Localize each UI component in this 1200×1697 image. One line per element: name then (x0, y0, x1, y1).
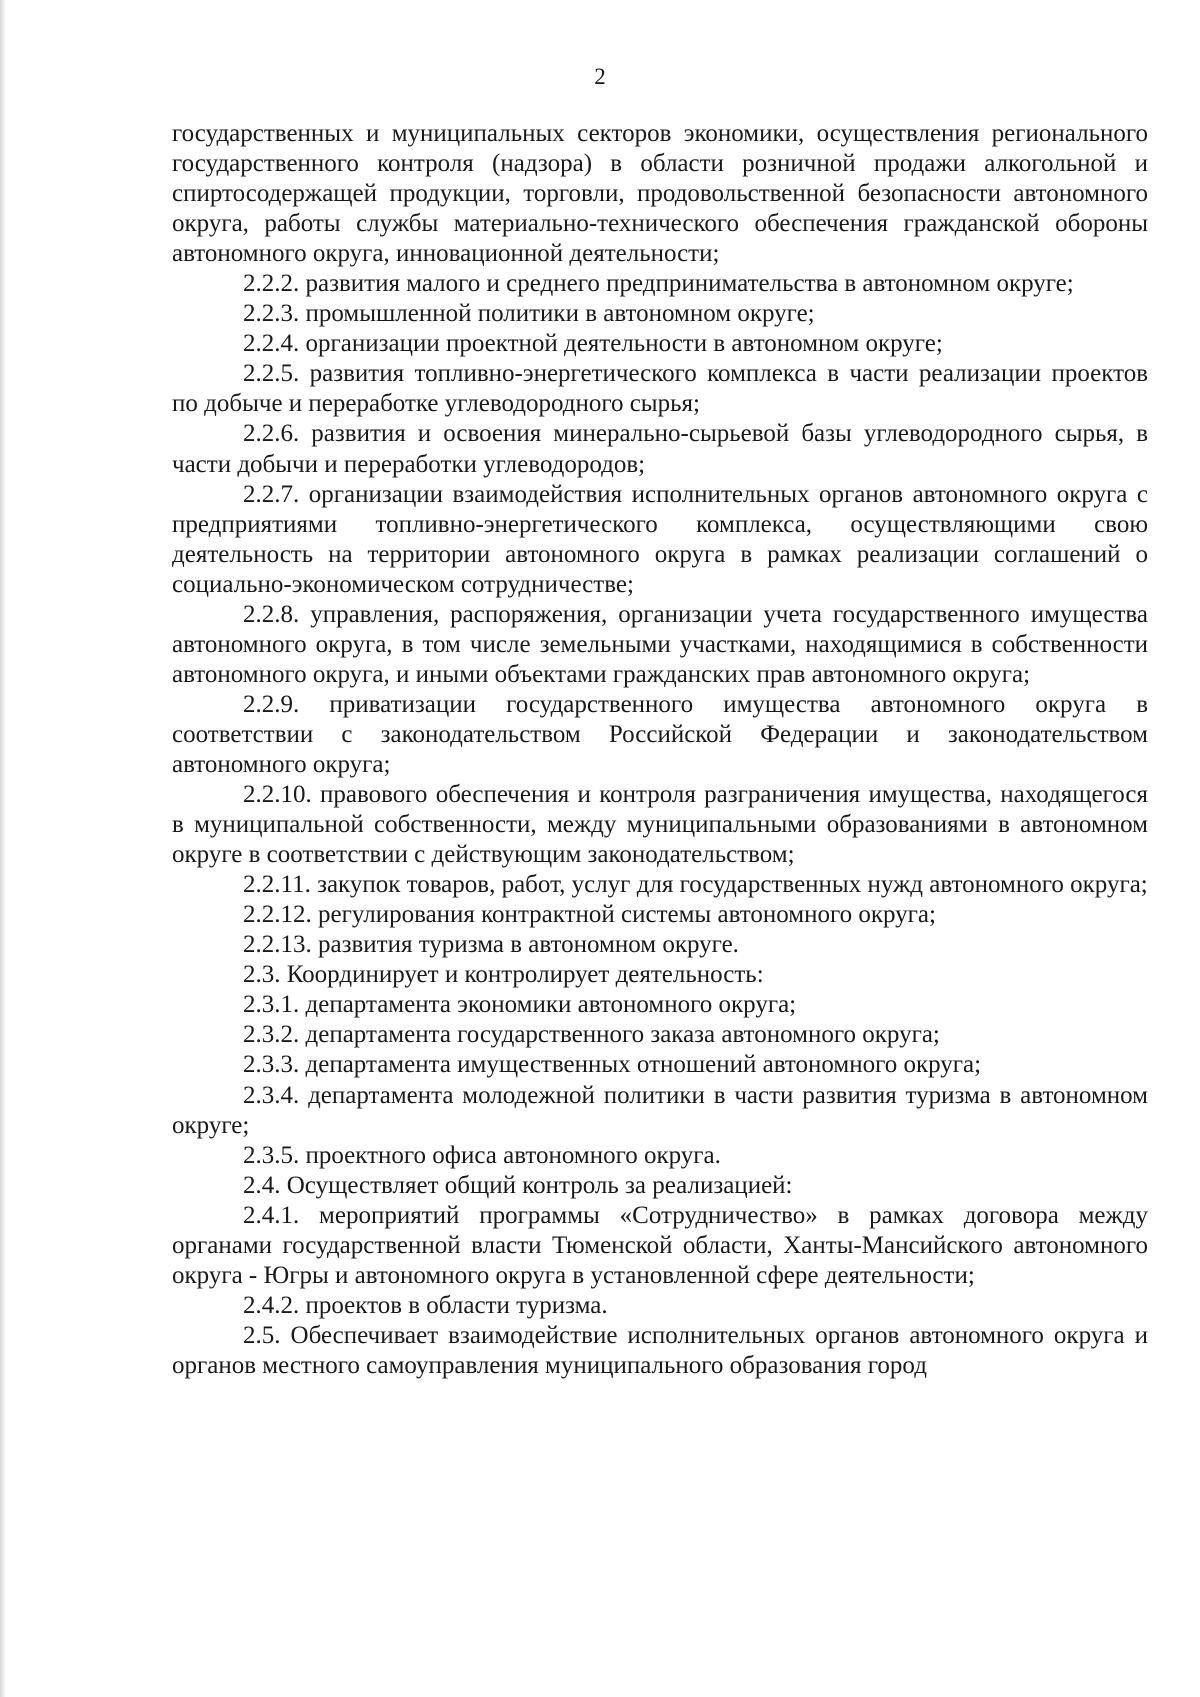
paragraph: 2.2.12. регулирования контрактной системы автономного округа; (243, 901, 936, 929)
paragraph: 2.2.8. управления, распоряжения, организации учета государственного имущества автономного округа, в том числе земельными участками, находящимися в собственности автономного округа, и иными объектами гражданских прав автономного округа; (172, 600, 1148, 688)
paragraph: 2.4.1. мероприятий программы «Сотрудничество» в рамках договора между органами государственной власти Тюменской области, Ханты-Мансийского автономного округа - Югры и автономного округа в установленной сфере деятельности; (172, 1201, 1148, 1289)
paragraph: государственных и муниципальных секторов экономики, осуществления регионального государственного контроля (надзора) в области розничной продажи алкогольной и спиртосодержащей продукции, торговли, продовольственной безопасности автономного округа, работы службы материально-технического обеспечения гражданской обороны автономного округа, инновационной деятельности; (172, 120, 1148, 268)
paragraph: 2.2.11. закупок товаров, работ, услуг для государственных нужд автономного округа; (243, 871, 1148, 899)
paragraph: 2.2.10. правового обеспечения и контроля разграничения имущества, находящегося в муниципальной собственности, между муниципальными образованиями в автономном округе в соответствии с действующим законодательством; (172, 781, 1148, 869)
paragraph: 2.3.1. департамента экономики автономного округа; (243, 991, 797, 1019)
paragraph: 2.4.2. проектов в области туризма. (243, 1291, 608, 1319)
paragraph: 2.5. Обеспечивает взаимодействие исполнительных органов автономного округа и органов местного самоуправления муниципального образования город (172, 1321, 1148, 1379)
paragraph: 2.2.13. развития туризма в автономном округе. (243, 931, 739, 959)
paragraph: 2.2.2. развития малого и среднего предпринимательства в автономном округе; (243, 270, 1074, 298)
page-number: 2 (594, 64, 606, 89)
paragraph: 2.3. Координирует и контролирует деятельность: (243, 961, 764, 989)
paragraph: 2.2.7. организации взаимодействия исполнительных органов автономного округа с предприятиями топливно-энергетического комплекса, осуществляющими свою деятельность на территории автономного округа в рамках реализации соглашений о социально-экономическом сотрудничестве; (172, 480, 1148, 598)
paragraph: 2.2.5. развития топливно-энергетического комплекса в части реализации проектов по добыче и переработке углеводородного сырья; (172, 360, 1148, 418)
paragraph: 2.2.6. развития и освоения минерально-сырьевой базы углеводородного сырья, в части добычи и переработки углеводородов; (172, 420, 1148, 478)
paragraph: 2.3.2. департамента государственного заказа автономного округа; (243, 1021, 940, 1049)
paragraph: 2.3.3. департамента имущественных отношений автономного округа; (243, 1051, 982, 1079)
paragraph: 2.3.4. департамента молодежной политики в части развития туризма в автономном округе; (172, 1081, 1148, 1139)
paragraph: 2.2.9. приватизации государственного имущества автономного округа в соответствии с законодательством Российской Федерации и законодательством автономного округа; (172, 690, 1148, 778)
document-body (172, 119, 1148, 1381)
page-edge-shadow (0, 0, 6, 1697)
paragraph: 2.3.5. проектного офиса автономного округа. (243, 1141, 721, 1169)
paragraph: 2.2.4. организации проектной деятельности в автономном округе; (243, 330, 943, 358)
paragraph: 2.4. Осуществляет общий контроль за реализацией: (243, 1171, 793, 1199)
paragraph: 2.2.3. промышленной политики в автономном округе; (243, 300, 815, 328)
